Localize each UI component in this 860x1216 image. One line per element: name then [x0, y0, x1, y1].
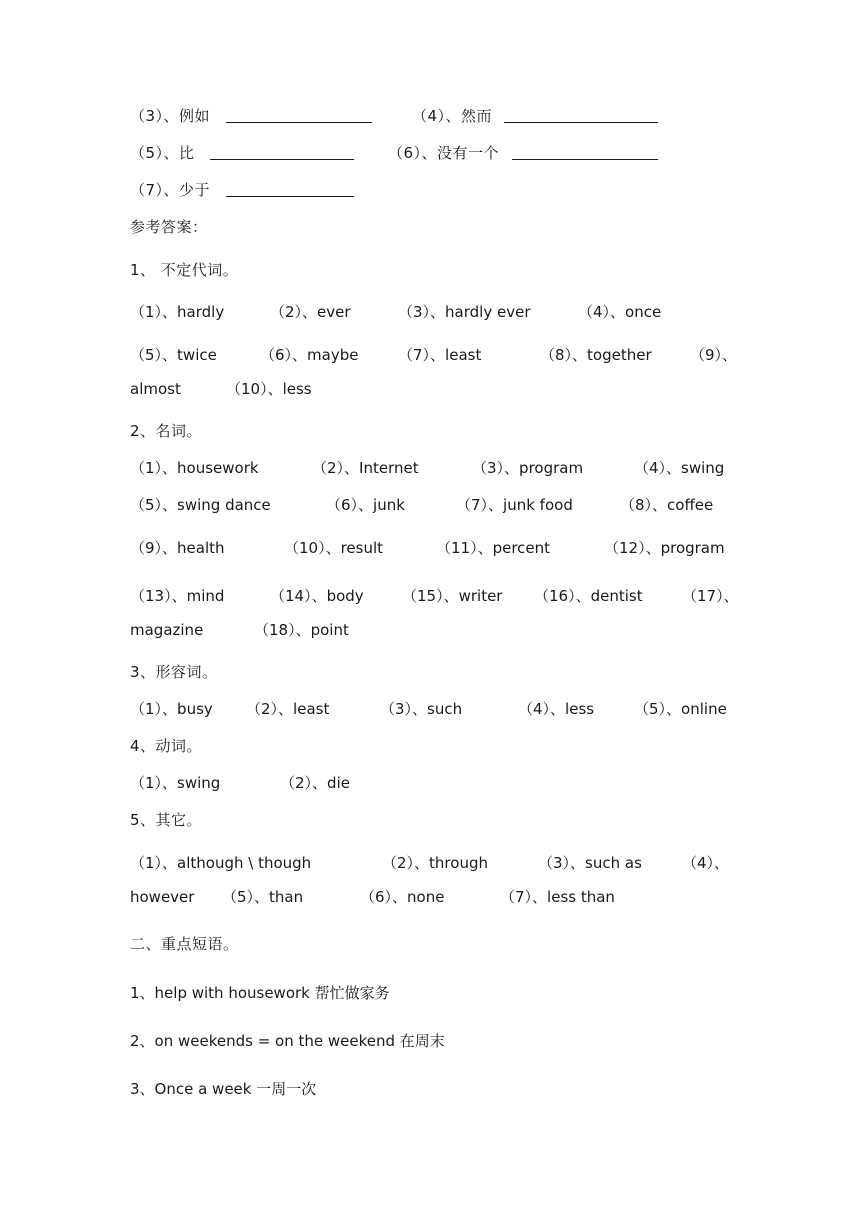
phrase-item: 1、help with housework 帮忙做家务 — [130, 984, 390, 1002]
answer-item: （3）、hardly ever — [398, 303, 531, 321]
answer-item: （5）、twice — [130, 346, 217, 364]
phrases-heading: 二、重点短语。 — [130, 935, 239, 953]
answer-item: （9）、 — [690, 346, 738, 364]
section-title: 4、动词。 — [130, 737, 203, 755]
answer-item: （4）、less — [518, 700, 595, 718]
answer-item: （2）、through — [382, 854, 488, 872]
answer-item: （3）、such as — [538, 854, 642, 872]
fill-in-label: （6）、没有一个 — [388, 144, 500, 162]
answer-item: （1）、housework — [130, 459, 259, 477]
answer-item: （7）、least — [398, 346, 482, 364]
answer-item: （5）、than — [222, 888, 304, 906]
answer-item: （1）、swing — [130, 774, 221, 792]
answer-item: almost — [130, 380, 181, 398]
answer-item: （1）、hardly — [130, 303, 225, 321]
answer-item: （9）、health — [130, 539, 225, 557]
answer-item: （5）、swing dance — [130, 496, 271, 514]
section-title: 2、名词。 — [130, 422, 203, 440]
answer-item: （11）、percent — [436, 539, 551, 557]
phrase-item: 2、on weekends = on the weekend 在周末 — [130, 1032, 445, 1050]
answer-item: （6）、junk — [326, 496, 405, 514]
fill-in-label: （5）、比 — [130, 144, 195, 162]
answer-item: （2）、Internet — [312, 459, 419, 477]
phrase-item: 3、Once a week 一周一次 — [130, 1080, 317, 1098]
answer-item: （14）、body — [270, 587, 364, 605]
answer-item: （1）、busy — [130, 700, 213, 718]
answer-item: （3）、program — [472, 459, 584, 477]
answer-blank[interactable] — [210, 144, 354, 160]
answer-item: （5）、online — [634, 700, 727, 718]
fill-in-label: （3）、例如 — [130, 107, 211, 125]
answer-item: （8）、together — [540, 346, 652, 364]
fill-in-label: （4）、然而 — [412, 107, 493, 125]
answer-item: （8）、coffee — [620, 496, 714, 514]
answer-item: （2）、ever — [270, 303, 351, 321]
answer-item: however — [130, 888, 195, 906]
answer-item: （1）、although \ though — [130, 854, 312, 872]
answer-item: （2）、least — [246, 700, 330, 718]
answer-blank[interactable] — [512, 144, 658, 160]
answer-blank[interactable] — [226, 181, 354, 197]
answer-blank[interactable] — [226, 107, 372, 123]
answer-item: （10）、less — [226, 380, 312, 398]
answer-item: （2）、die — [280, 774, 350, 792]
answer-item: （17）、 — [682, 587, 739, 605]
answer-item: （13）、mind — [130, 587, 225, 605]
answer-item: （6）、none — [360, 888, 445, 906]
answer-item: （4）、 — [682, 854, 730, 872]
answers-heading: 参考答案： — [130, 218, 208, 236]
answer-item: （4）、once — [578, 303, 662, 321]
answer-item: （4）、swing — [634, 459, 725, 477]
section-title: 3、形容词。 — [130, 663, 218, 681]
answer-item: （6）、maybe — [260, 346, 359, 364]
fill-in-label: （7）、少于 — [130, 181, 211, 199]
answer-item: （18）、point — [254, 621, 349, 639]
answer-item: （15）、writer — [402, 587, 503, 605]
answer-blank[interactable] — [504, 107, 658, 123]
answer-item: （10）、result — [284, 539, 384, 557]
answer-item: （7）、junk food — [456, 496, 573, 514]
section-title: 1、 不定代词。 — [130, 261, 239, 279]
answer-item: （16）、dentist — [534, 587, 643, 605]
answer-item: （12）、program — [604, 539, 725, 557]
answer-item: （3）、such — [380, 700, 463, 718]
answer-item: （7）、less than — [500, 888, 615, 906]
section-title: 5、其它。 — [130, 811, 203, 829]
answer-item: magazine — [130, 621, 204, 639]
